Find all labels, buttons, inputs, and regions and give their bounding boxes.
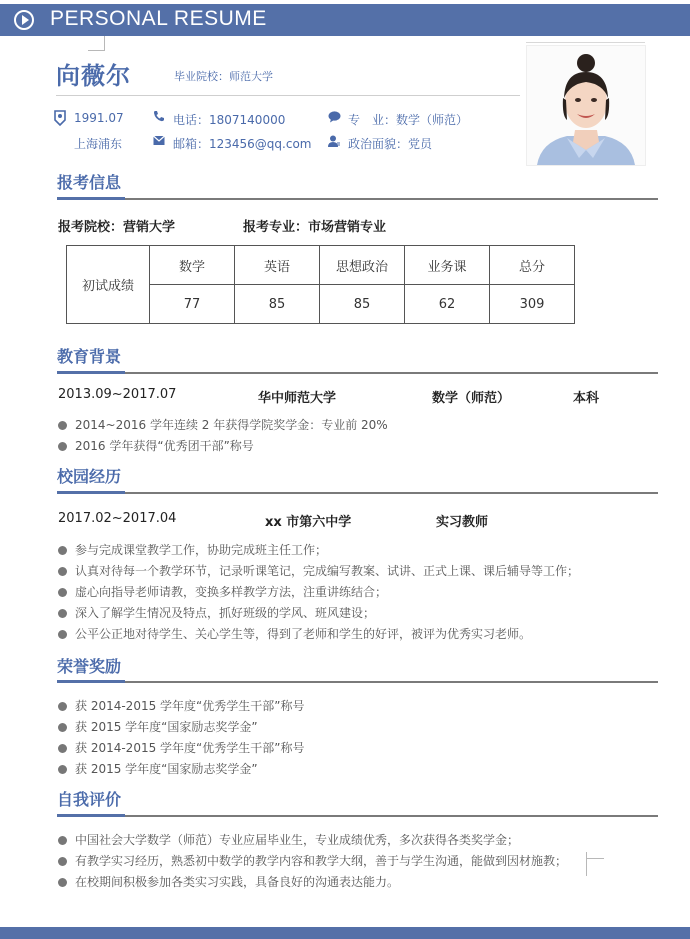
section-divider-accent [57, 680, 125, 683]
exam-major: 报考专业：市场营销专业 [243, 220, 387, 235]
section-divider [57, 198, 658, 200]
section-divider [57, 815, 658, 817]
phone-number: 电话：1807140000 [173, 113, 286, 127]
corner-decoration [104, 36, 105, 50]
major: 专 业：数学（师范） [348, 113, 469, 127]
avatar [527, 46, 645, 165]
divider [526, 42, 645, 43]
score-value: 309 [490, 285, 575, 324]
education-degree: 本科 [573, 391, 600, 406]
education-major: 数学（师范） [432, 391, 511, 406]
section-title-self-eval: 自我评价 [57, 790, 122, 809]
score-value: 77 [150, 285, 235, 324]
section-title-education: 教育背景 [57, 347, 122, 366]
section-title-campus: 校园经历 [57, 467, 122, 486]
list-item: 公平公正地对待学生、关心学生等，得到了老师和学生的好评，被评为优秀实习老师。 [58, 625, 531, 642]
corner-decoration [586, 852, 587, 876]
list-item: 获 2015 学年度“国家励志奖学金” [58, 760, 258, 777]
list-item: 获 2015 学年度“国家励志奖学金” [58, 718, 258, 735]
person-name: 向薇尔 [56, 62, 131, 90]
list-item: 2016 学年获得“优秀团干部”称号 [58, 437, 254, 454]
score-value: 85 [235, 285, 320, 324]
list-item: 深入了解学生情况及特点，抓好班级的学风、班风建设； [58, 604, 375, 621]
education-period: 2013.09~2017.07 [58, 387, 177, 402]
score-header: 数学 [150, 246, 235, 285]
email-address: 邮箱：123456@qq.com [173, 137, 312, 151]
graduate-school: 毕业院校：师范大学 [174, 70, 273, 83]
id-badge-icon [54, 110, 66, 129]
exam-school: 报考院校：营销大学 [58, 220, 176, 235]
list-item: 2014~2016 学年连续 2 年获得学院奖学金：专业前 20% [58, 416, 388, 433]
section-divider [57, 372, 658, 374]
political-status: 政治面貌：党员 [348, 137, 433, 151]
score-value: 62 [405, 285, 490, 324]
list-item: 中国社会大学数学（师范）专业应届毕业生，专业成绩优秀，多次获得各类奖学金； [58, 831, 519, 848]
score-row-label: 初试成绩 [67, 246, 150, 324]
list-item: 参与完成课堂教学工作，协助完成班主任工作； [58, 541, 327, 558]
divider [56, 95, 520, 96]
section-divider [57, 492, 658, 494]
list-item: 有教学实习经历，熟悉初中数学的教学内容和教学大纲，善于与学生沟通，能做到因材施教； [58, 852, 567, 869]
section-title-exam: 报考信息 [57, 173, 122, 192]
footer-bar [0, 927, 690, 939]
corner-decoration [88, 50, 105, 51]
score-value: 85 [320, 285, 405, 324]
score-table [66, 245, 575, 324]
section-divider-accent [57, 371, 125, 374]
score-header: 思想政治 [320, 246, 405, 285]
section-divider [57, 681, 658, 683]
section-divider-accent [57, 197, 125, 200]
campus-role: 实习教师 [436, 515, 489, 530]
header-title: PERSONAL RESUME [50, 7, 267, 30]
score-header: 总分 [490, 246, 575, 285]
list-item: 在校期间积极参加各类实习实践，具备良好的沟通表达能力。 [58, 873, 399, 890]
list-item: 获 2014-2015 学年度“优秀学生干部”称号 [58, 739, 304, 756]
education-school: 华中师范大学 [258, 391, 337, 406]
chat-icon [328, 111, 341, 126]
section-divider-accent [57, 491, 125, 494]
birth-date: 1991.07 [74, 111, 124, 125]
location: 上海浦东 [74, 137, 123, 151]
corner-decoration [586, 858, 604, 859]
play-circle-icon [14, 10, 34, 30]
user-icon [328, 135, 341, 150]
campus-period: 2017.02~2017.04 [58, 511, 177, 526]
score-header: 业务课 [405, 246, 490, 285]
header-bar [0, 4, 690, 36]
campus-org: xx 市第六中学 [265, 515, 352, 530]
section-title-honors: 荣誉奖励 [57, 657, 122, 676]
email-icon [153, 135, 165, 149]
list-item: 认真对待每一个教学环节，记录听课笔记，完成编写教案、试讲、正式上课、课后辅导等工作； [58, 562, 579, 579]
phone-icon [153, 110, 165, 125]
profile-photo [526, 45, 646, 166]
list-item: 获 2014-2015 学年度“优秀学生干部”称号 [58, 697, 304, 714]
score-header: 英语 [235, 246, 320, 285]
list-item: 虚心向指导老师请教，变换多样教学方法，注重讲练结合； [58, 583, 387, 600]
section-divider-accent [57, 814, 125, 817]
